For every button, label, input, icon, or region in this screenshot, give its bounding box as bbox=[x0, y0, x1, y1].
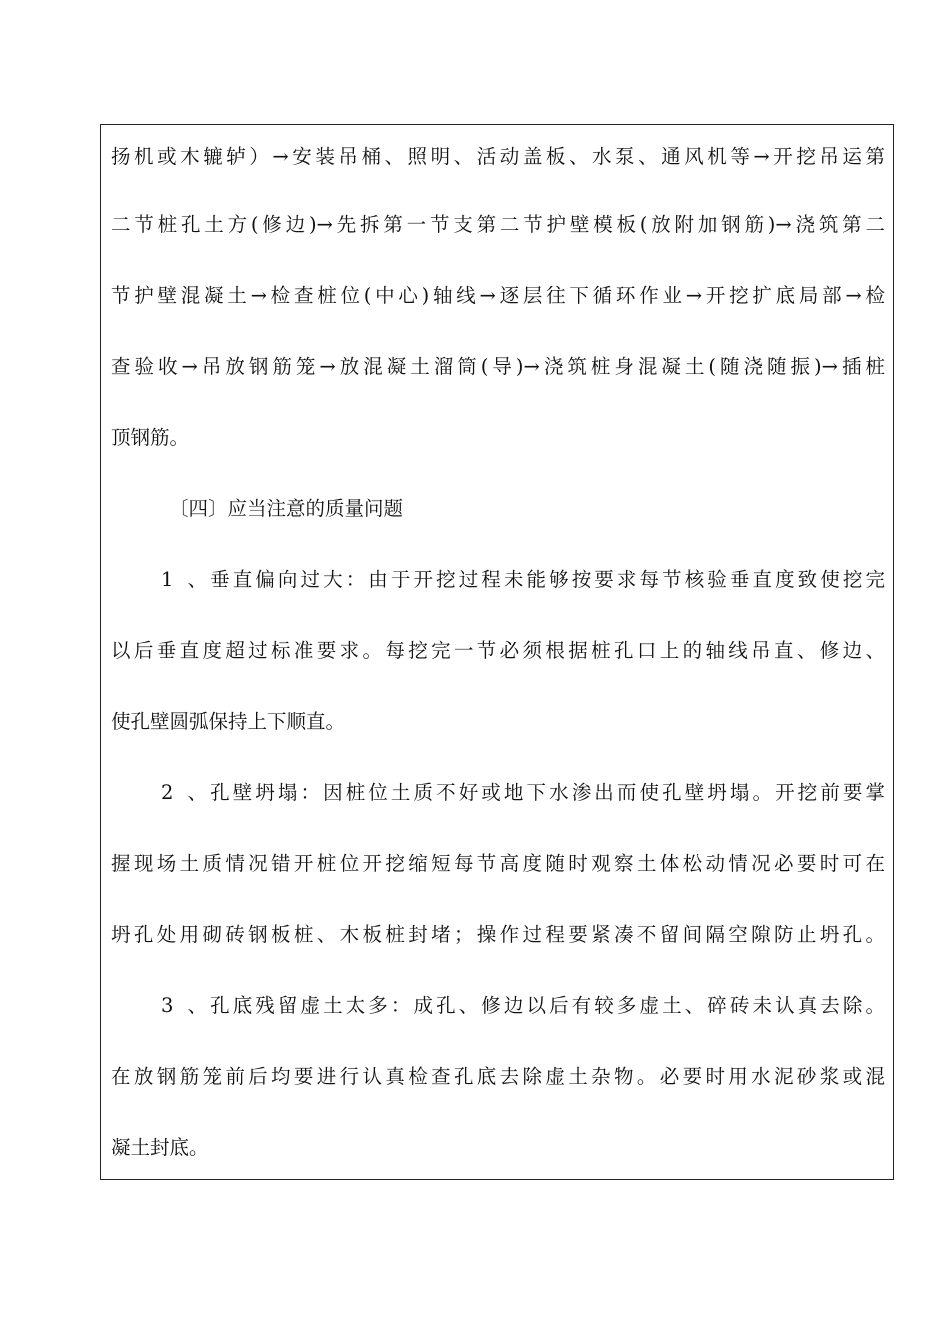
paragraph-line: 节护壁混凝土→检查桩位(中心)轴线→逐层往下循环作业→开挖扩底局部→检 bbox=[111, 284, 885, 307]
section-heading: 〔四〕应当注意的质量问题 bbox=[169, 497, 404, 520]
document-body bbox=[111, 125, 885, 1183]
list-item-line: 使孔壁圆弧保持上下顺直。 bbox=[111, 710, 346, 733]
list-item-number: 3、 bbox=[161, 994, 207, 1017]
list-item-text: 孔底残留虚土太多：成孔、修边以后有较多虚土、碎砖未认真去除。 bbox=[207, 994, 885, 1017]
paragraph-line: 查验收→吊放钢筋笼→放混凝土溜筒(导)→浇筑桩身混凝土(随浇随振)→插桩 bbox=[111, 355, 885, 378]
paragraph-line: 扬机或木辘轳）→安装吊桶、照明、活动盖板、水泵、通风机等→开挖吊运第 bbox=[111, 145, 885, 168]
paragraph-line: 顶钢筋。 bbox=[111, 426, 190, 449]
list-item-text: 孔壁坍塌：因桩位土质不好或地下水渗出而使孔壁坍塌。开挖前要掌 bbox=[207, 781, 885, 804]
document-frame bbox=[100, 124, 894, 1180]
list-item-first-line bbox=[111, 970, 885, 1041]
list-item-text: 垂直偏向过大：由于开挖过程未能够按要求每节核验垂直度致使挖完 bbox=[207, 568, 885, 591]
list-item-first-line bbox=[111, 757, 885, 828]
list-item-number: 2、 bbox=[161, 781, 207, 804]
list-item-line: 在放钢筋笼前后均要进行认真检查孔底去除虚土杂物。必要时用水泥砂浆或混 bbox=[111, 1065, 885, 1088]
list-item-first-line bbox=[111, 544, 885, 615]
list-item-number: 1、 bbox=[161, 568, 207, 591]
list-item-line: 坍孔处用砌砖钢板桩、木板桩封堵；操作过程要紧凑不留间隔空隙防止坍孔。 bbox=[111, 923, 885, 946]
list-item-line: 凝土封底。 bbox=[111, 1136, 209, 1159]
paragraph-line: 二节桩孔土方(修边)→先拆第一节支第二节护壁模板(放附加钢筋)→浇筑第二 bbox=[111, 213, 885, 236]
list-item-line: 以后垂直度超过标准要求。每挖完一节必须根据桩孔口上的轴线吊直、修边、 bbox=[111, 639, 885, 662]
list-item-line: 握现场土质情况错开桩位开挖缩短每节高度随时观察土体松动情况必要时可在 bbox=[111, 852, 885, 875]
